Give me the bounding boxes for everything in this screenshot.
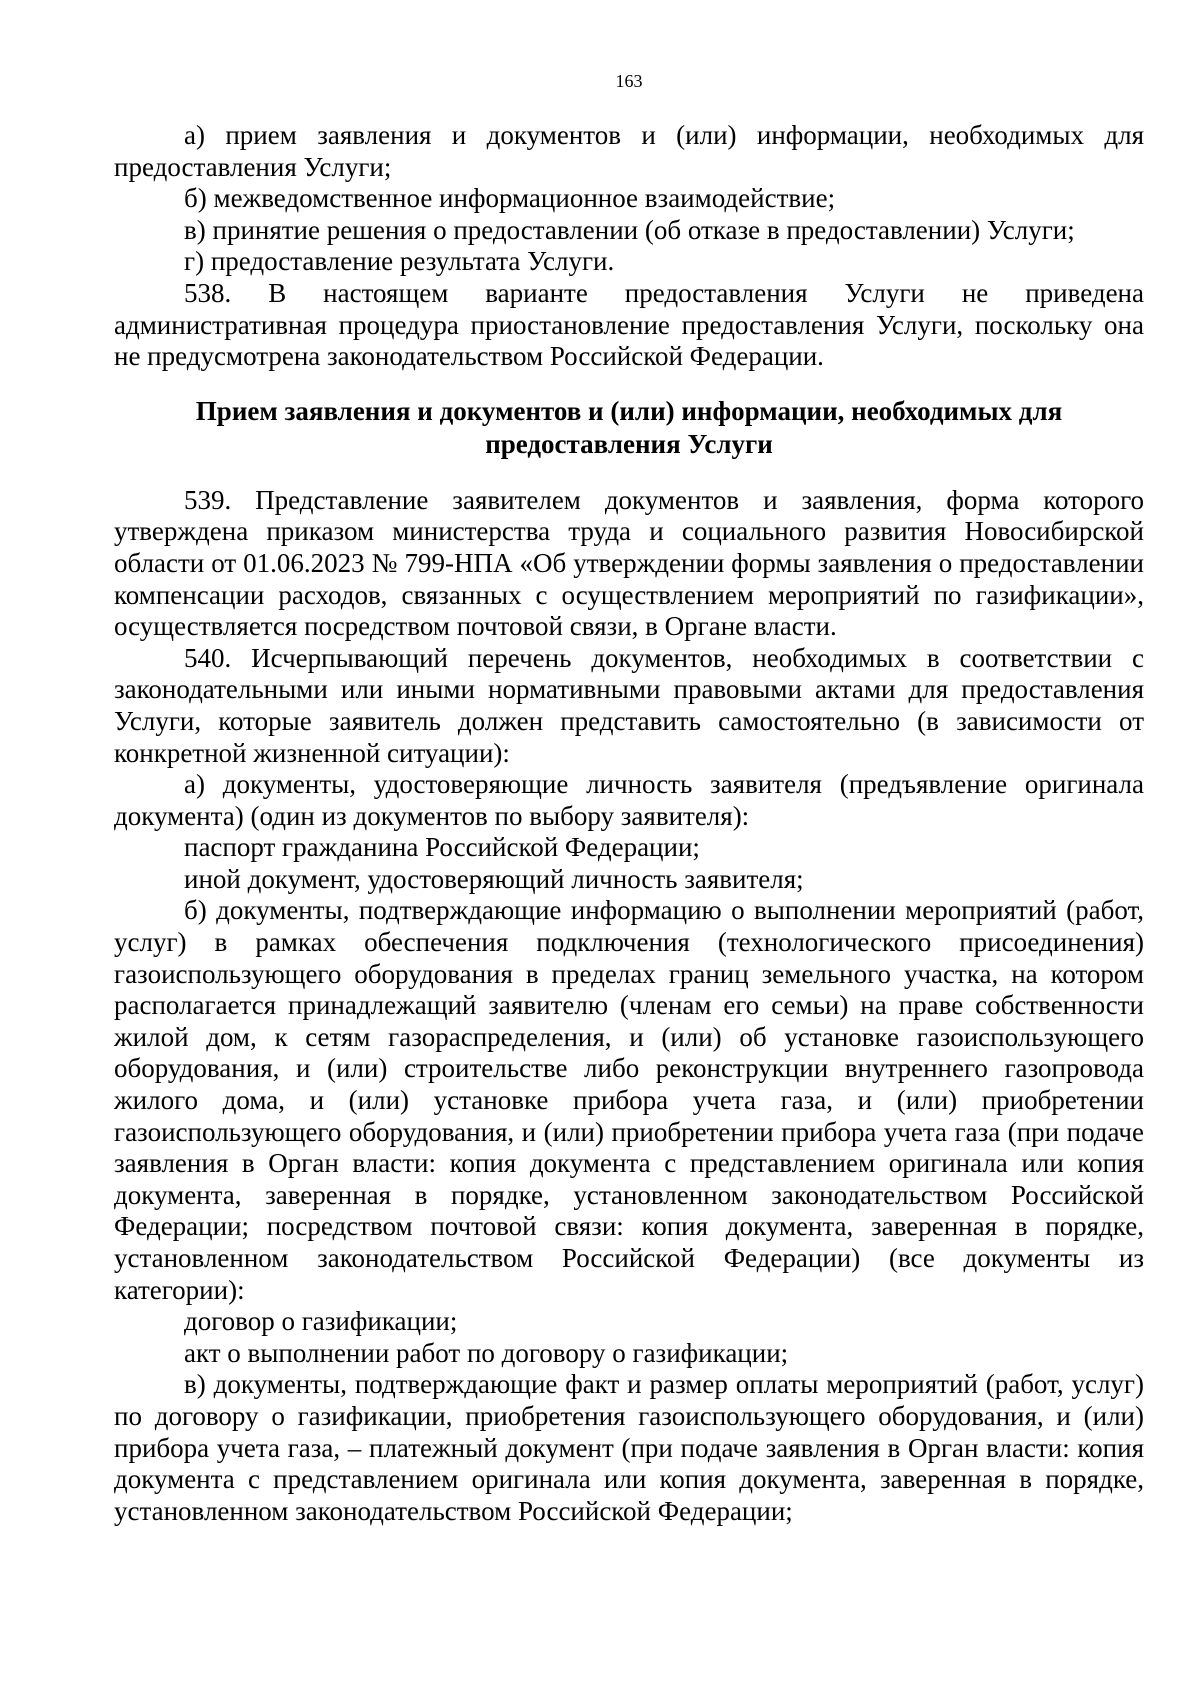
list-item-work-act: акт о выполнении работ по договору о газификации;: [184, 1337, 789, 1368]
paragraph-540: 540. Исчерпывающий перечень документов, необходимых в соответствии с законодательными или иными нормативными правовыми актами для предоставления Услуги, которые заявитель должен представить самостоятельно (в зависимости от конкретной жизненной ситуации):: [114, 642, 1144, 768]
list-item-a-documents: а) документы, удостоверяющие личность заявителя (предъявление оригинала документа) (один из документов по выбору заявителя):: [114, 769, 1144, 831]
list-item-passport: паспорт гражданина Российской Федерации;: [184, 832, 700, 863]
section-heading: Прием заявления и документов и (или) информации, необходимых для предоставления Услуги: [195, 395, 1063, 459]
list-item-v-documents: в) документы, подтверждающие факт и размер оплаты мероприятий (работ, услуг) по договору о газификации, приобретения газоиспользующего оборудования, и (или) прибора учета газа, – платежный документ (при подаче заявления в Орган власти: копия документа с представлением оригинала или копия документа, заверенная в порядке, установленном законодательством Российской Федерации;: [114, 1369, 1144, 1526]
list-item-gasification-contract: договор о газификации;: [184, 1306, 458, 1337]
list-item-b-documents: б) документы, подтверждающие информацию о выполнении мероприятий (работ, услуг) в рамках обеспечения подключения (технологического присоединения) газоиспользующего оборудования в пределах границ земельного участка, на котором располагается принадлежащий заявителю (членам его семьи) на праве собственности жилой дом, к сетям газораспределения, и (или) об установке газоиспользующего оборудования, и (или) строительстве либо реконструкции внутреннего газопровода жилого дома, и (или) установке прибора учета газа, и (или) приобретении газоиспользующего оборудования, и (или) приобретении прибора учета газа (при подаче заявления в Орган власти: копия документа с представлением оригинала или копия документа, заверенная в порядке, установленном законодательством Российской Федерации; посредством почтовой связи: копия документа, заверенная в порядке, установленном законодательством Российской Федерации) (все документы из категории):: [114, 895, 1144, 1305]
list-item-b: б) межведомственное информационное взаимодействие;: [184, 183, 836, 214]
list-item-g: г) предоставление результата Услуги.: [184, 246, 615, 277]
list-item-a: а) прием заявления и документов и (или) информации, необходимых для предоставления Услуги;: [114, 120, 1144, 182]
paragraph-539: 539. Представление заявителем документов и заявления, форма которого утверждена приказом министерства труда и социального развития Новосибирской области от 01.06.2023 № 799-НПА «Об утверждении формы заявления о предоставлении компенсации расходов, связанных с осуществлением мероприятий по газификации», осуществляется посредством почтовой связи, в Органе власти.: [114, 484, 1144, 642]
paragraph-538: 538. В настоящем варианте предоставления Услуги не приведена административная процедура приостановление предоставления Услуги, поскольку она не предусмотрена законодательством Российской Федерации.: [114, 277, 1144, 372]
list-item-v: в) принятие решения о предоставлении (об отказе в предоставлении) Услуги;: [184, 214, 1075, 245]
document-body: [114, 120, 1144, 1527]
list-item-other-id: иной документ, удостоверяющий личность заявителя;: [184, 863, 804, 894]
page-number: 163: [615, 71, 643, 91]
